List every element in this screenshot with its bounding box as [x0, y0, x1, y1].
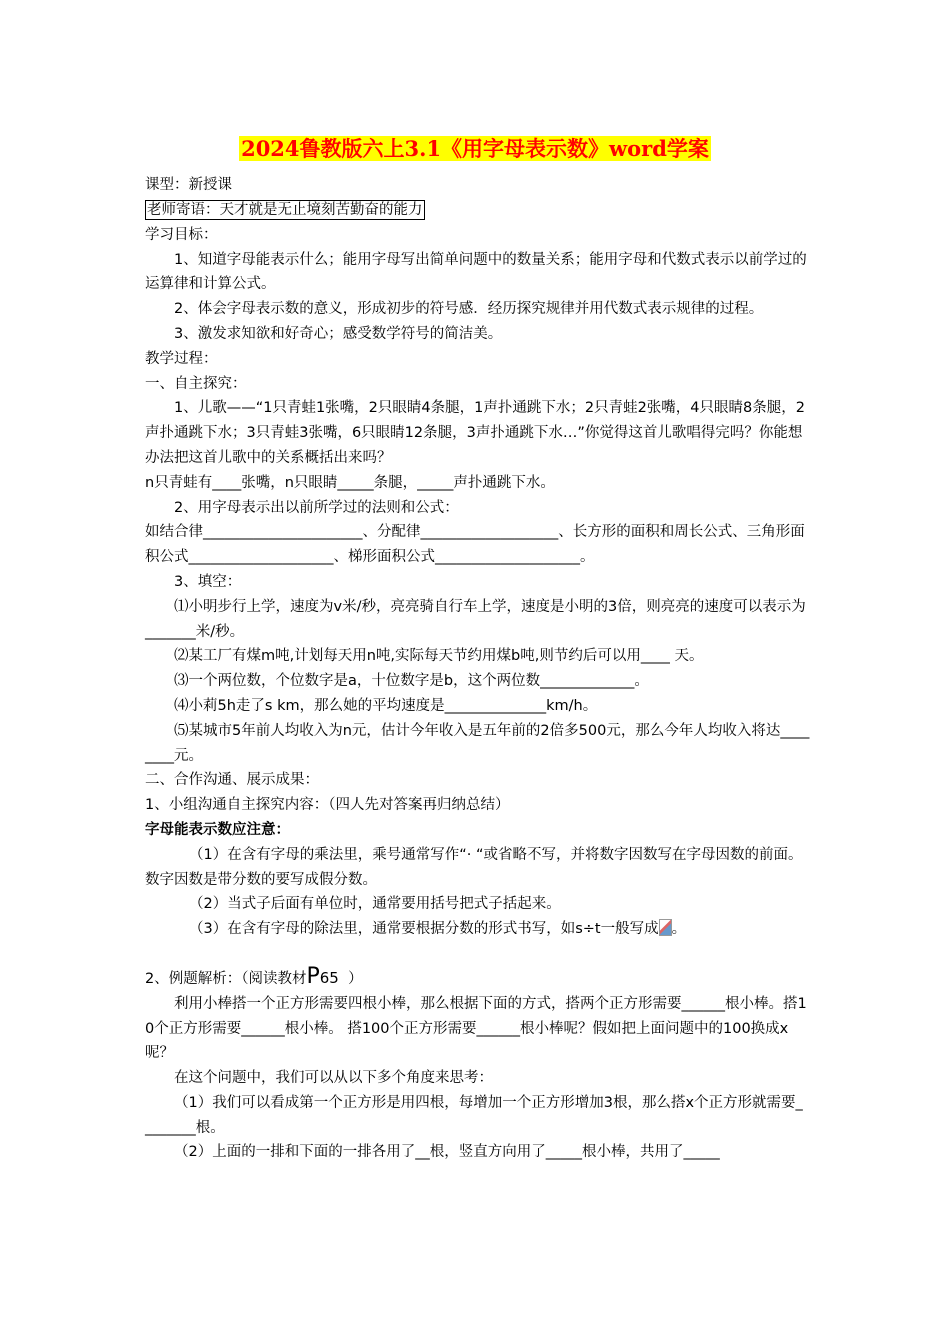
fill-3: ⑶一个两位数，个位数字是a，十位数字是b，这个两位数_____________。 [174, 673, 649, 690]
angles-intro: 在这个问题中，我们可以从以下多个角度来思考： [174, 1070, 493, 1087]
example-heading [145, 963, 810, 992]
section-2-heading: 二、合作沟通、展示成果： [145, 772, 319, 789]
example-heading-tail: ） [338, 970, 363, 987]
objective-3: 3、激发求知欲和好奇心；感受数学符号的简洁美。 [174, 325, 503, 342]
angle-1: （1）我们可以看成第一个正方形是用四根，每增加一个正方形增加3根，那么搭x个正方形就需要________根。 [145, 1094, 803, 1136]
fill-1: ⑴小明步行上学，速度为v米/秒，亮亮骑自行车上学，速度是小明的3倍，则亮亮的速度可以表示为_______米/秒。 [145, 598, 806, 640]
teacher-motto: 老师寄语：天才就是无止境刻苦勤奋的能力 [147, 201, 423, 218]
notice-2: （2）当式子后面有单位时，通常要用括号把式子括起来。 [189, 896, 561, 913]
n-frogs-blank: n只青蛙有____张嘴，n只眼睛_____条腿，_____声扑通跳下水。 [145, 474, 555, 491]
document-title [0, 134, 950, 164]
notice-1: （1）在含有字母的乘法里，乘号通常写作“· “或省略不写，并将数字因数写在字母因数的前面。数字因数是带分数的要写成假分数。 [145, 846, 803, 888]
process-heading: 教学过程： [145, 350, 218, 367]
group-discussion: 1、小组沟通自主探究内容：（四人先对答案再归纳总结） [145, 797, 510, 814]
angle-2: （2）上面的一排和下面的一排各用了__根，竖直方向用了_____根小棒，共用了_____ [174, 1144, 720, 1161]
fraction-image-icon [659, 919, 672, 936]
question-2: 2、用字母表示出以前所学过的法则和公式： [174, 499, 459, 516]
song-question: 1、儿歌——“1只青蛙1张嘴，2只眼睛4条腿，1声扑通跳下水；2只青蛙2张嘴，4只眼睛8条腿，2声扑通跳下水；3只青蛙3张嘴，6只眼睛12条腿，3声扑通跳下水…”你觉得这首儿歌唱得完吗？你能想办法把这首儿歌中的关系概括出来吗？ [145, 400, 805, 466]
objectives-heading: 学习目标： [145, 226, 218, 243]
notice-3 [145, 917, 810, 942]
blank-gap [145, 942, 810, 966]
notice-3-end: 。 [671, 921, 687, 938]
textbook-page-number: 65 [319, 968, 339, 987]
notice-3-text: （3）在含有字母的除法里，通常要根据分数的形式书写，如s÷t一般写成 [189, 921, 659, 938]
motto-line [145, 198, 810, 223]
objective-2: 2、体会字母表示数的意义，形成初步的符号感．经历探究规律并用代数式表示规律的过程。 [174, 301, 764, 318]
sticks-question: 利用小棒搭一个正方形需要四根小棒，那么根据下面的方式，搭两个正方形需要______根小棒。搭10个正方形需要______根小棒。 搭100个正方形需要______根小棒呢？假如把上面问题中的100换成x呢？ [145, 995, 807, 1062]
textbook-p: P [306, 963, 320, 989]
document-body [145, 173, 810, 1165]
notice-heading: 字母能表示数应注意： [145, 821, 290, 838]
course-type: 课型：新授课 [145, 177, 232, 193]
fill-4: ⑷小莉5h走了s km，那么她的平均速度是______________km/h。 [174, 697, 598, 714]
question-3: 3、填空： [174, 573, 242, 590]
title-text: 2024鲁教版六上3.1《用字母表示数》word学案 [241, 136, 709, 161]
example-heading-text: 2、例题解析：（阅读教材 [145, 970, 307, 987]
objective-1: 1、知道字母能表示什么；能用字母写出简单问题中的数量关系；能用字母和代数式表示以前学过的运算律和计算公式。 [145, 251, 807, 293]
laws-blanks: 如结合律______________________、分配律___________________、长方形的面积和周长公式、三角形面积公式____________________、梯形面积公式____________________。 [145, 524, 805, 566]
fill-2: ⑵某工厂有煤m吨,计划每天用n吨,实际每天节约用煤b吨,则节约后可以用____ 天。 [174, 648, 704, 665]
section-1-heading: 一、自主探究： [145, 375, 247, 392]
fill-5: ⑸某城市5年前人均收入为n元，估计今年收入是五年前的2倍多500元，那么今年人均收入将达________元。 [145, 722, 810, 764]
